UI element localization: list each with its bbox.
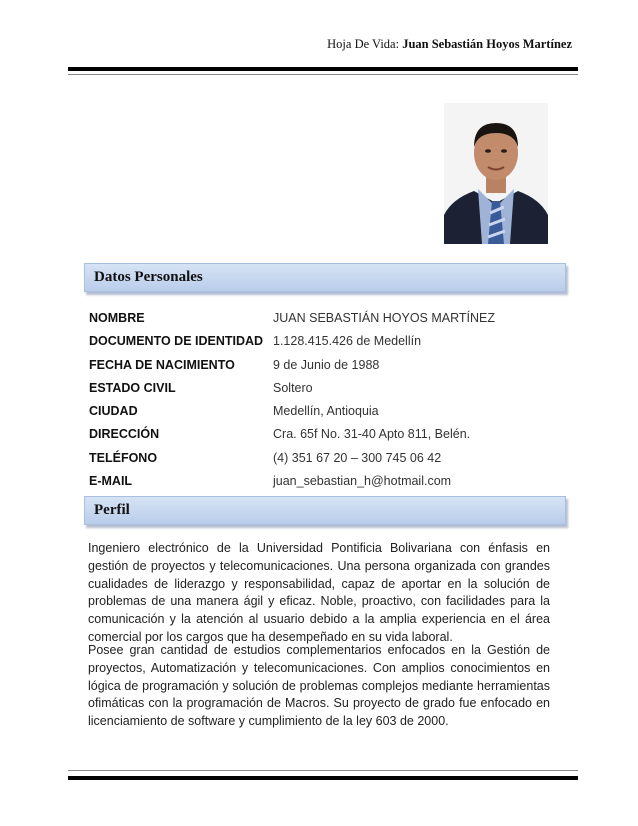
info-value: JUAN SEBASTIÁN HOYOS MARTÍNEZ bbox=[273, 311, 496, 325]
info-row bbox=[89, 427, 569, 450]
section-title-personal: Datos Personales bbox=[94, 269, 203, 285]
info-value: 9 de Junio de 1988 bbox=[273, 357, 380, 372]
info-label: TELÉFONO bbox=[89, 450, 158, 465]
profile-paragraph-1: Ingeniero electrónico de la Universidad Pontificia Bolivariana con énfasis en gestión de proyectos y telecomunicaciones. Una persona organizada con grandes cualidades de liderazgo y responsabilidad, capaz de aportar en la solución de problemas de una manera ágil y eficaz. Noble, proactivo, con facilidades para la comunicación y la atención al usuario debido a la amplia experiencia en el área comercial por los cargos que ha desempeñado en su vida laboral. bbox=[88, 541, 550, 644]
info-value: Medellín, Antioquia bbox=[273, 404, 379, 419]
info-row bbox=[89, 451, 569, 474]
section-header-profile bbox=[84, 496, 566, 525]
info-label: E-MAIL bbox=[89, 474, 133, 489]
info-label: NOMBRE bbox=[89, 311, 145, 325]
running-header bbox=[327, 37, 572, 52]
header-rule-thin bbox=[68, 74, 578, 75]
section-header-personal bbox=[84, 263, 566, 292]
info-label: ESTADO CIVIL bbox=[89, 380, 176, 395]
footer-rule bbox=[68, 776, 578, 780]
info-value: Soltero bbox=[273, 380, 313, 395]
profile-photo bbox=[444, 103, 548, 244]
info-row bbox=[89, 311, 569, 334]
info-row bbox=[89, 474, 569, 497]
header-rule bbox=[68, 67, 578, 71]
info-value: Cra. 65f No. 31-40 Apto 811, Belén. bbox=[273, 427, 471, 442]
info-row bbox=[89, 381, 569, 404]
info-row bbox=[89, 358, 569, 381]
info-label: CIUDAD bbox=[89, 404, 138, 419]
section-title-profile: Perfil bbox=[94, 502, 130, 518]
header-name: Juan Sebastián Hoyos Martínez bbox=[402, 37, 572, 51]
info-row bbox=[89, 334, 569, 357]
portrait-illustration bbox=[444, 103, 548, 244]
info-label: DOCUMENTO DE IDENTIDAD bbox=[89, 334, 264, 349]
info-label: FECHA DE NACIMIENTO bbox=[89, 357, 235, 372]
header-prefix: Hoja De Vida: bbox=[327, 37, 400, 51]
info-row bbox=[89, 404, 569, 427]
info-value[interactable]: juan_sebastian_h@hotmail.com bbox=[273, 474, 452, 489]
footer-rule-thin bbox=[68, 770, 578, 771]
info-value: 1.128.415.426 de Medellín bbox=[273, 334, 422, 349]
profile-paragraph-2: Posee gran cantidad de estudios complementarios enfocados en la Gestión de proyectos, Automatización y telecomunicaciones. Con amplios conocimientos en lógica de programación y solución de problemas complejos mediante herramientas ofimáticas con la programación de Macros. Su proyecto de grado fue enfocado en licenciamiento de software y cumplimiento de la ley 603 de 2000. bbox=[88, 643, 550, 729]
info-label: DIRECCIÓN bbox=[89, 427, 160, 442]
info-value: (4) 351 67 20 – 300 745 06 42 bbox=[273, 450, 442, 465]
personal-info-table bbox=[89, 311, 569, 497]
